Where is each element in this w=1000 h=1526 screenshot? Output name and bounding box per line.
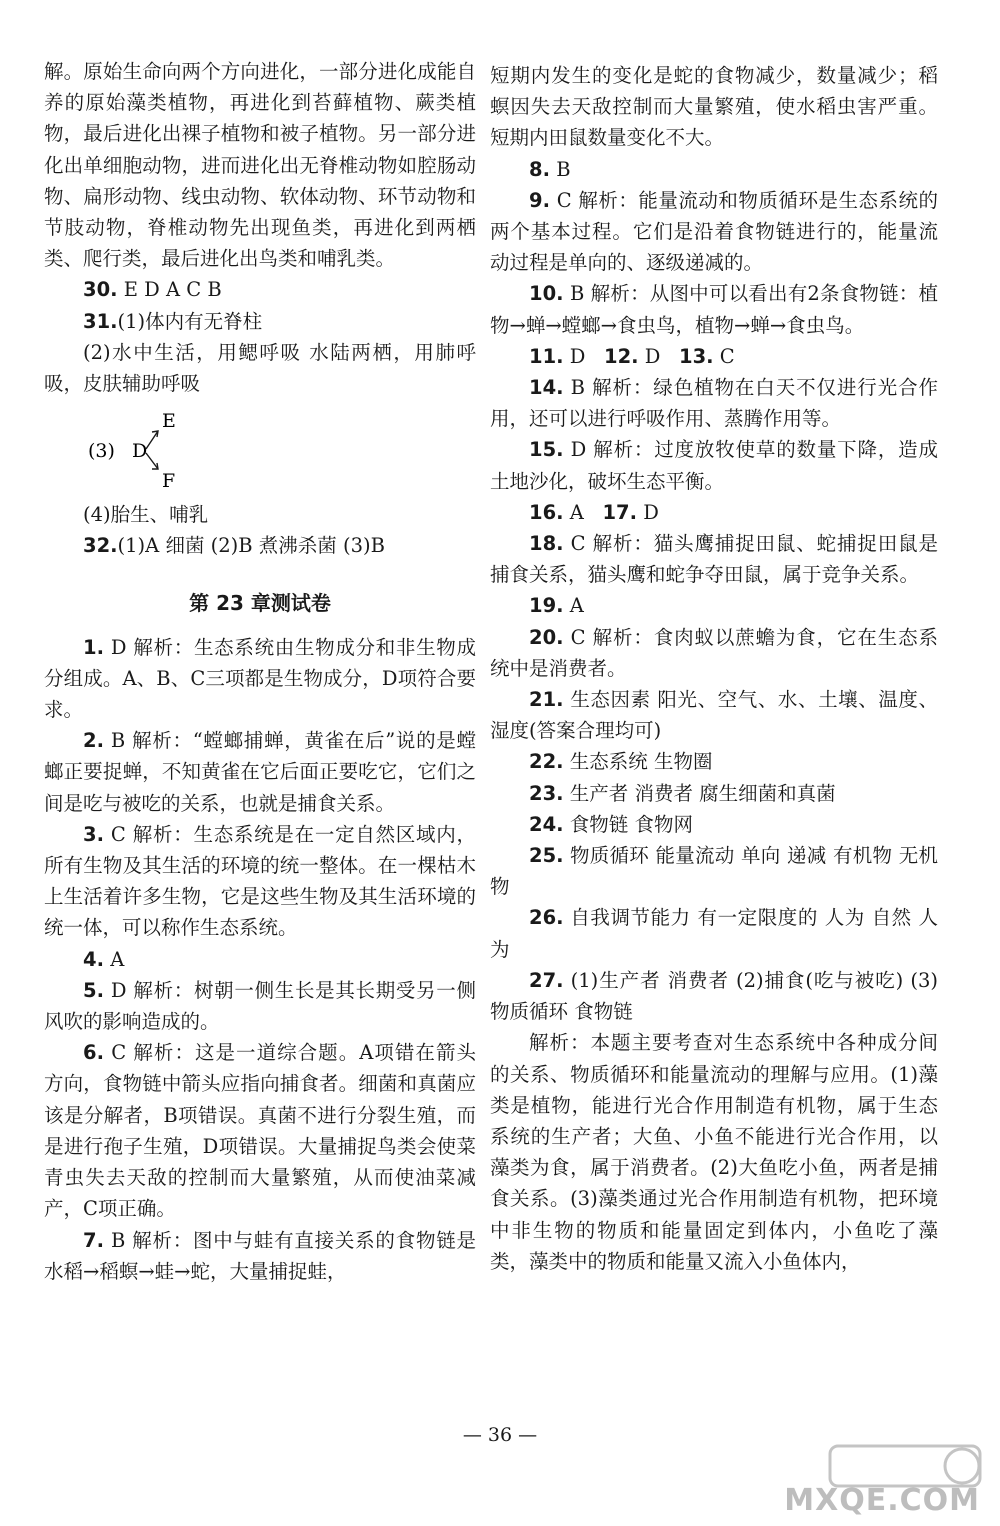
section-title: 第 23 章测试卷 bbox=[189, 590, 331, 615]
answer-18 bbox=[490, 528, 938, 590]
question-number: 2. bbox=[83, 729, 104, 753]
answer-text: A bbox=[569, 594, 584, 618]
question-number: 4. bbox=[83, 947, 104, 971]
answer-text: C 解析：猫头鹰捕捉田鼠、蛇捕捉田鼠是捕食关系，猫头鹰和蛇争夺田鼠，属于竞争关系。 bbox=[490, 532, 939, 587]
question-number: 25. bbox=[529, 844, 564, 868]
answer-32 bbox=[44, 530, 476, 561]
answer-31 bbox=[44, 306, 476, 337]
answer-text: B 解析：绿色植物在白天不仅进行光合作用，还可以进行呼吸作用、蒸腾作用等。 bbox=[490, 376, 939, 431]
answer-text: C 解析：这是一道综合题。A项错在箭头方向，食物链中箭头应指向捕食者。细菌和真菌应该是分解者，B项错误。真菌不进行分裂生殖，而是进行孢子生殖，D项错误。大量捕捉鸟类会使菜青虫失去天敌的控制而大量繁殖，从而使油菜减产，C项正确。 bbox=[44, 1041, 476, 1221]
answer-22 bbox=[490, 746, 938, 777]
answer-26 bbox=[490, 902, 938, 964]
watermark-logo bbox=[784, 1440, 992, 1522]
answer-text: E D A C B bbox=[123, 278, 222, 302]
question-number: 8. bbox=[529, 157, 550, 181]
answer-3 bbox=[44, 819, 476, 944]
right-column bbox=[490, 60, 938, 1277]
answer-1 bbox=[44, 632, 476, 726]
question-number: 19. bbox=[529, 594, 564, 618]
answer-text: 生态系统 生物圈 bbox=[569, 750, 713, 774]
branch-diagram bbox=[44, 405, 476, 495]
answer-7-continued: 短期内发生的变化是蛇的食物减少，数量减少；稻螟因失去天敌控制而大量繁殖，使水稻虫害严重。短期内田鼠数量变化不大。 bbox=[490, 64, 938, 150]
answer-text: 生态因素 阳光、空气、水、土壤、温度、湿度(答案合理均可) bbox=[490, 688, 938, 743]
answer-14 bbox=[490, 372, 938, 434]
answer-text: 自我调节能力 有一定限度的 人为 自然 人为 bbox=[490, 906, 939, 961]
question-number: 21. bbox=[529, 688, 564, 712]
answer-20 bbox=[490, 622, 938, 684]
question-number: 27. bbox=[529, 968, 564, 992]
diagram-node-d: D bbox=[132, 440, 148, 463]
answer-25 bbox=[490, 840, 938, 902]
answer-8 bbox=[490, 154, 938, 185]
question-number: 32. bbox=[83, 534, 118, 558]
answer-text: D bbox=[569, 344, 586, 368]
answer-24 bbox=[490, 809, 938, 840]
answers-11-13 bbox=[490, 341, 938, 372]
question-number: 15. bbox=[529, 438, 564, 462]
answer-text: D 解析：过度放牧使草的数量下降，造成土地沙化，破坏生态平衡。 bbox=[490, 438, 938, 493]
watermark-text: MXQE.COM bbox=[784, 1483, 980, 1518]
answer-text: B 解析：从图中可以看出有2条食物链：植物→蝉→螳螂→食虫鸟，植物→蝉→食虫鸟。 bbox=[490, 282, 939, 337]
question-number: 18. bbox=[529, 532, 564, 556]
diagram-node-e: E bbox=[162, 410, 176, 433]
question-number: 12. bbox=[604, 344, 639, 368]
answer-text: B 解析：“螳螂捕蝉，黄雀在后”说的是螳螂正要捉蝉，不知黄雀在它后面正要吃它，它们之间是吃与被吃的关系，也就是捕食关系。 bbox=[44, 729, 476, 815]
answer-31-part-4: (4)胎生、哺乳 bbox=[83, 503, 209, 527]
answer-2 bbox=[44, 725, 476, 819]
question-number: 3. bbox=[83, 822, 104, 846]
answer-15 bbox=[490, 434, 938, 496]
question-number: 20. bbox=[529, 625, 564, 649]
branch-diagram-svg bbox=[44, 405, 244, 495]
answer-30 bbox=[44, 274, 476, 305]
answer-text: A bbox=[110, 947, 125, 971]
question-number: 22. bbox=[529, 750, 564, 774]
diagram-node-f: F bbox=[162, 470, 176, 493]
answer-text: D bbox=[644, 344, 661, 368]
question-number: 31. bbox=[83, 309, 118, 333]
left-column bbox=[44, 56, 476, 1287]
diagram-label: (3) bbox=[88, 440, 115, 463]
question-number: 5. bbox=[83, 978, 104, 1002]
answer-5 bbox=[44, 975, 476, 1037]
question-number: 14. bbox=[529, 376, 564, 400]
answer-text: 物质循环 能量流动 单向 递减 有机物 无机物 bbox=[490, 844, 938, 899]
question-number: 6. bbox=[83, 1041, 104, 1065]
question-number: 13. bbox=[679, 344, 714, 368]
answer-text: D bbox=[643, 500, 659, 524]
answer-text: C 解析：生态系统是在一定自然区域内，所有生物及其生活的环境的统一整体。在一棵枯木上生活着许多生物，它是这些生物及其生活环境的统一体，可以称作生态系统。 bbox=[44, 822, 476, 940]
question-number: 1. bbox=[83, 635, 104, 659]
answer-7 bbox=[44, 1225, 476, 1287]
answer-text: B bbox=[556, 157, 571, 181]
answer-text: D 解析：生态系统由生物成分和非生物成分组成。A、B、C三项都是生物成分，D项符合要求。 bbox=[44, 635, 476, 722]
answer-text: C 解析：食肉蚁以蔗蟾为食，它在生态系统中是消费者。 bbox=[490, 625, 939, 680]
question-number: 7. bbox=[83, 1228, 104, 1252]
answer-text: B 解析：图中与蛙有直接关系的食物链是水稻→稻螟→蛙→蛇，大量捕捉蛙， bbox=[44, 1228, 476, 1283]
answer-text: D 解析：树朝一侧生长是其长期受另一侧风吹的影响造成的。 bbox=[44, 978, 476, 1034]
answer-text: A bbox=[569, 500, 584, 524]
answer-23 bbox=[490, 778, 938, 809]
answer-text: 生产者 消费者 腐生细菌和真菌 bbox=[569, 781, 836, 805]
question-number: 23. bbox=[529, 781, 564, 805]
answer-text: (1)生产者 消费者 (2)捕食(吃与被吃) (3)物质循环 食物链 bbox=[490, 968, 938, 1024]
question-number: 10. bbox=[529, 282, 564, 306]
answer-27 bbox=[490, 965, 938, 1027]
page-number: — 36 — bbox=[462, 1424, 538, 1446]
question-number: 30. bbox=[83, 278, 118, 302]
evolution-explanation: 解。原始生命向两个方向进化，一部分进化成能自养的原始藻类植物，再进化到苔藓植物、蕨类植物，最后进化出裸子植物和被子植物。另一部分进化出单细胞动物，进而进化出无脊椎动物如腔肠动物、扁形动物、线虫动物、软体动物、环节动物和节肢动物，脊椎动物先出现鱼类，再进化到两栖类、爬行类，最后进化出鸟类和哺乳类。 bbox=[44, 60, 476, 271]
answer-19 bbox=[490, 590, 938, 621]
question-number: 17. bbox=[602, 500, 637, 524]
answer-text: (1)体内有无脊柱 bbox=[117, 309, 263, 333]
answer-31-part-2: (2)水中生活，用鳃呼吸 水陆两栖，用肺呼吸，皮肤辅助呼吸 bbox=[44, 340, 476, 396]
answer-text: C 解析：能量流动和物质循环是生态系统的两个基本过程。它们是沿着食物链进行的，能量流动过程是单向的、逐级递减的。 bbox=[490, 188, 938, 275]
answer-21 bbox=[490, 684, 938, 746]
question-number: 26. bbox=[529, 906, 564, 930]
answers-16-17 bbox=[490, 497, 938, 528]
arrow-to-e bbox=[146, 431, 158, 449]
answer-4 bbox=[44, 944, 476, 975]
answer-9 bbox=[490, 185, 938, 279]
question-number: 9. bbox=[529, 188, 550, 212]
arrow-to-f bbox=[146, 453, 158, 469]
answer-text: C bbox=[719, 344, 735, 368]
answer-6 bbox=[44, 1037, 476, 1224]
question-number: 24. bbox=[529, 812, 564, 836]
answer-10 bbox=[490, 278, 938, 340]
question-number: 11. bbox=[529, 344, 564, 368]
answer-text: 食物链 食物网 bbox=[569, 812, 693, 836]
answer-27-analysis: 解析：本题主要考查对生态系统中各种成分间的关系、物质循环和能量流动的理解与应用。(1)藻类是植物，能进行光合作用制造有机物，属于生态系统的生产者；大鱼、小鱼不能进行光合作用，以藻类为食，属于消费者。(2)大鱼吃小鱼，两者是捕食关系。(3)藻类通过光合作用制造有机物，把环境中非生物的物质和能量固定到体内，小鱼吃了藻类，藻类中的物质和能量又流入小鱼体内， bbox=[490, 1031, 938, 1273]
answer-text: (1)A 细菌 (2)B 煮沸杀菌 (3)B bbox=[117, 534, 385, 558]
question-number: 16. bbox=[529, 500, 564, 524]
